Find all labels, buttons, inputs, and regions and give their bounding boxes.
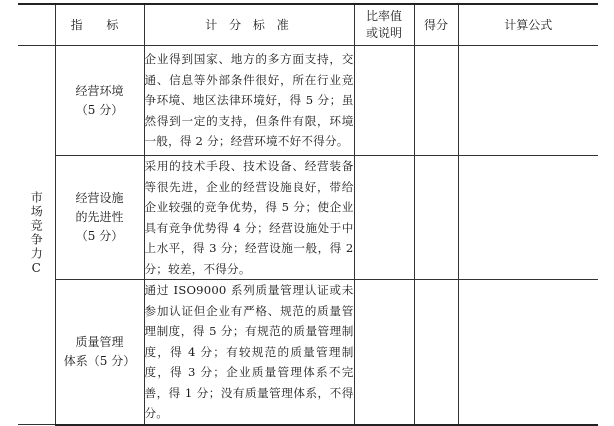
indicator-line: 体系（5 分） [63,353,136,368]
table-row [18,156,598,280]
ratio-cell [354,46,414,156]
criteria-cell: 采用的技术手段、技术设备、经营装备等很先进，企业的经营设施良好，带给企业较强的竞争优势，得 5 分；使企业具有竞争优势得 4 分；经营设施处于中上水平，得 3 分；经营设施一般，得 2 分；较差，不得分。 [144,156,354,280]
indicator-line: （5 分） [75,229,124,243]
category-cell [18,46,55,425]
header-ratio [354,4,414,46]
header-indicator-label: 指 标 [70,17,129,32]
ratio-cell [354,280,414,425]
header-category [18,4,55,46]
formula-cell [458,280,598,425]
indicator-line: 经营环境 [75,83,124,98]
header-score [414,4,458,46]
table-row [18,280,598,425]
header-criteria-label: 计 分 标 准 [205,17,293,32]
header-indicator [55,4,144,46]
criteria-cell: 企业得到国家、地方的多方面支持，交通、信息等外部条件很好，所在行业竞争环境、地区法律环境好，得 5 分；虽然得到一定的支持，但条件有限，环境一般，得 2 分；经营环境不好不得分。 [144,46,354,156]
formula-cell [458,156,598,280]
score-cell [414,46,458,156]
indicator-line: （5 分） [75,102,124,117]
header-row [18,4,598,46]
header-ratio-line2: 或说明 [365,26,402,40]
indicator-line: 的先进性 [75,210,124,224]
score-cell [414,156,458,280]
indicator-line: 经营设施 [75,191,124,205]
header-criteria [144,4,354,46]
indicator-cell [55,280,144,425]
criteria-cell: 通过 ISO9000 系列质量管理认证或未参加认证但企业有严格、规范的质量管理制度，得 5 分；有规范的质量管理制度，得 4 分；有较规范的质量管理制度，得 3 分；企业质量管理体系不完善，得 1 分；没有质量管理体系，不得分。 [144,280,354,425]
indicator-cell [55,46,144,156]
header-ratio-line1: 比率值 [365,9,402,23]
category-label: 市场竞争力C [29,190,44,277]
indicator-cell [55,156,144,280]
score-cell [414,280,458,425]
table-row [18,46,598,156]
scoring-table [18,3,598,426]
ratio-cell [354,156,414,280]
header-score-label: 得分 [423,17,448,32]
header-formula-label: 计算公式 [504,17,553,32]
formula-cell [458,46,598,156]
header-formula [458,4,598,46]
indicator-line: 质量管理 [75,334,124,349]
